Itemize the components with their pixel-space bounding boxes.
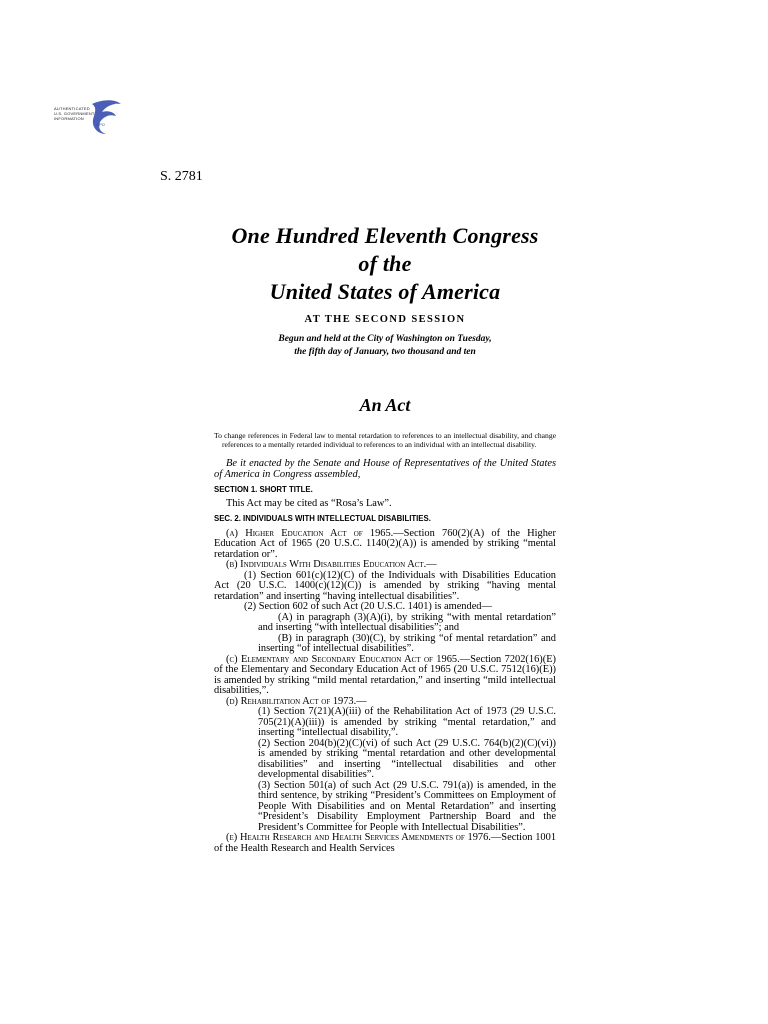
subparagraph-b2a: (A) in paragraph (3)(A)(i), by striking “with mental retardation” and inserting “with intellectual disabilities”; and <box>258 611 556 633</box>
paragraph-b1: (1) Section 601(c)(12)(C) of the Individuals with Disabilities Education Act (20 U.S.C. 1400(c)(12)(C)) is amended by striking “having mental retardation” and inserting “having intellectual disabilities”. <box>214 569 556 602</box>
session-heading: AT THE SECOND SESSION <box>304 314 466 325</box>
begun-line-1: Begun and held at the City of Washington on Tuesday, <box>278 334 492 344</box>
subsection-a-heading: (a) Higher Education Act of 1965. <box>226 527 394 539</box>
begun-line-2: the fifth day of January, two thousand and ten <box>294 347 476 357</box>
eagle-icon <box>88 98 124 136</box>
paragraph-d2: (2) Section 204(b)(2)(C)(vi) of such Act (29 U.S.C. 764(b)(2)(C)(vi)) is amended by striking “mental retardation and other developmental disabilities” and inserting “intellectual disabilities and other developmental disabilities”. <box>258 737 556 780</box>
document-header <box>214 222 556 416</box>
enacting-clause: Be it enacted by the Senate and House of Representatives of the United States of America in Congress assembled, <box>214 458 556 480</box>
act-title: An Act <box>359 395 411 415</box>
subsection-b <box>214 560 556 571</box>
subsection-d-dash: — <box>356 695 367 707</box>
paragraph-b2: (2) Section 602 of such Act (20 U.S.C. 1401) is amended— <box>244 601 492 612</box>
subsection-b-dash: — <box>426 559 437 570</box>
subsection-b-heading: (b) Individuals With Disabilities Education Act. <box>226 559 427 570</box>
section-1-text: This Act may be cited as “Rosa’s Law”. <box>226 497 392 509</box>
section-2-heading: SEC. 2. INDIVIDUALS WITH INTELLECTUAL DISABILITIES. <box>214 514 431 523</box>
purpose-statement: To change references in Federal law to mental retardation to references to an intellectual disability, and change references to a mentally retarded individual to references to an individual with an intellectual disability. <box>214 431 556 449</box>
subsection-e-heading: (e) Health Research and Health Services Amendments of 1976. <box>226 832 491 843</box>
paragraph-d3: (3) Section 501(a) of such Act (29 U.S.C. 791(a)) is amended, in the third sentence, by striking “President’s Committees on Employment of People With Disabilities and on Mental Retardation” and inserting “President’s Disability Employment Partnership Board and the President’s Committee for People with Intellectual Disabilities”. <box>258 779 556 833</box>
bill-number: S. 2781 <box>160 169 203 184</box>
gpo-authentication-seal <box>52 98 132 142</box>
subsection-c <box>214 655 556 697</box>
subsection-e <box>214 833 556 854</box>
act-body <box>214 431 556 854</box>
congress-line-1: One Hundred Eleventh Congress <box>231 223 539 248</box>
subsection-c-text: —Section 7202(16)(E) of the Elementary and Secondary Education Act of 1965 (20 U.S.C. 7512(16)(E)) is amended by striking “mild mental retardation,” and inserting “mild intellectual disabilities,”. <box>214 653 556 696</box>
subsection-e-text: —Section 1001 of the Health Research and Health Services <box>214 832 557 854</box>
seal-text: AUTHENTICATED U.S. GOVERNMENT INFORMATION <box>54 106 95 121</box>
subsection-c-heading: (c) Elementary and Secondary Education Act of 1965. <box>226 653 460 665</box>
section-1-heading: SECTION 1. SHORT TITLE. <box>214 485 313 494</box>
paragraph-d1: (1) Section 7(21)(A)(iii) of the Rehabilitation Act of 1973 (29 U.S.C. 705(21)(A)(iii)) is amended by striking “mental retardation,” and inserting “intellectual disability,”. <box>258 706 556 738</box>
congress-line-3: United States of America <box>269 279 501 304</box>
subparagraph-b2b: (B) in paragraph (30)(C), by striking “of mental retardation” and inserting “of intellectual disabilities”. <box>258 632 556 654</box>
subsection-a <box>214 529 556 561</box>
congress-line-2: of the <box>358 251 412 276</box>
gpo-label: GPO <box>96 122 105 127</box>
subsection-d-heading: (d) Rehabilitation Act of 1973. <box>226 695 357 707</box>
subsection-a-text: —Section 760(2)(A) of the Higher Education Act of 1965 (20 U.S.C. 1140(2)(A)) is amended by striking “mental retardation or”. <box>214 527 557 560</box>
